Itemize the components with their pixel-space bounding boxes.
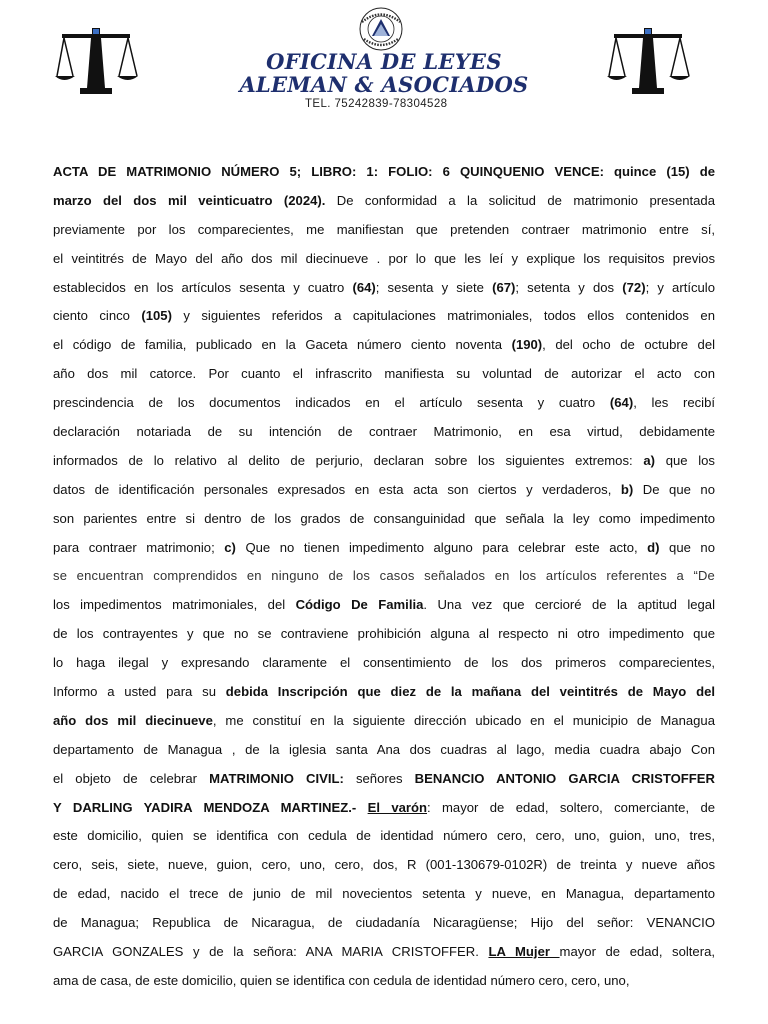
text-run: se encuentran comprendidos en ninguno de los casos señalados en los artículos referentes a “De <box>53 568 715 584</box>
bold-text: (64) <box>609 395 634 411</box>
bold-text: marzo del dos mil veinticuatro (2024). <box>53 192 326 208</box>
document-line <box>53 938 715 967</box>
document-line <box>53 331 715 360</box>
text-run: los impedimentos matrimoniales, del <box>53 597 296 613</box>
text-run: informados de lo relativo al delito de perjurio, declaran sobre los siguientes extremos: <box>53 452 644 468</box>
document-line <box>53 736 715 765</box>
document-line <box>53 909 715 938</box>
text-run: el código de familia, publicado en la Gaceta número ciento noventa <box>53 337 512 353</box>
underlined-label: El varón <box>367 799 428 815</box>
underlined-label: LA Mujer <box>488 944 560 960</box>
bold-text: año dos mil diecinueve <box>53 712 213 728</box>
text-run: el veintitrés de Mayo del año dos mil diecinueve . por lo que les leí y explique los requisitos previos <box>53 250 715 266</box>
document-line <box>53 187 715 216</box>
text-run: señores <box>343 770 415 786</box>
document-line <box>53 447 715 476</box>
document-line <box>53 880 715 909</box>
document-line <box>53 158 715 187</box>
bold-text: (64) <box>352 279 376 295</box>
office-name: OFICINA DE LEYES <box>266 49 502 74</box>
text-run: de los contrayentes y que no se contraviene prohibición alguna al respecto ni otro impedimento que <box>53 626 715 642</box>
text-run: , me constituí en la siguiente dirección ubicado en el municipio de Managua <box>212 712 715 728</box>
text-run: Que no tienen impedimento alguno para celebrar este acto, <box>235 539 648 555</box>
text-run: ama de casa, de este domicilio, quien se identifica con cedula de identidad número cero, cero, uno, <box>53 972 630 988</box>
document-line <box>53 794 715 823</box>
bold-text: (105) <box>141 308 172 324</box>
document-line <box>53 591 715 620</box>
document-line <box>53 851 715 880</box>
nicaragua-coat-of-arms-icon <box>345 6 417 52</box>
bold-text: (67) <box>492 279 516 295</box>
bold-text: ACTA DE MATRIMONIO NÚMERO 5; LIBRO: 1: FOLIO: 6 QUINQUENIO VENCE: quince (15) de <box>53 164 715 179</box>
office-phone: TEL. 75242839-78304528 <box>305 98 448 110</box>
text-run <box>356 800 367 815</box>
document-line <box>53 967 715 996</box>
bold-text: Y DARLING YADIRA MENDOZA MARTINEZ.- <box>53 799 357 815</box>
text-run: Informo a usted para su <box>53 684 226 700</box>
document-line <box>53 649 715 678</box>
text-run: son parientes entre si dentro de los grados de consanguinidad que señala la ley como impedimento <box>53 510 715 526</box>
text-run: De conformidad a la solicitud de matrimonio presentada <box>325 192 715 208</box>
bold-text: MATRIMONIO CIVIL: <box>209 770 344 786</box>
text-run: que no <box>659 539 715 555</box>
document-line <box>53 418 715 447</box>
bold-text: Código De Familia <box>295 597 424 613</box>
text-run: ; sesenta y siete <box>375 279 493 295</box>
text-run: . Una vez que cercioré de la aptitud legal <box>423 597 715 613</box>
bold-text: d) <box>647 539 660 555</box>
document-line <box>53 620 715 649</box>
text-run: y siguientes referidos a capitulaciones matrimoniales, todos ellos contenidos en <box>171 308 715 324</box>
text-run: prescindencia de los documentos indicados en el artículo sesenta y cuatro <box>53 395 610 411</box>
text-run: establecidos en los artículos sesenta y cuatro <box>53 279 353 295</box>
text-run: año dos mil catorce. Por cuanto el infrascrito manifiesta su voluntad de autorizar el acto con <box>53 366 715 382</box>
document-line <box>53 245 715 274</box>
document-line <box>53 822 715 851</box>
text-run: , del ocho de octubre del <box>542 337 716 353</box>
bold-text: (72) <box>622 279 646 295</box>
document-line <box>53 678 715 707</box>
text-run: previamente por los comparecientes, me manifiestan que pretenden contraer matrimonio entre sí, <box>53 221 715 237</box>
document-line <box>53 562 715 591</box>
document-line <box>53 505 715 534</box>
bold-text: a) <box>643 452 655 468</box>
document-line <box>53 707 715 736</box>
document-line <box>53 476 715 505</box>
text-run: departamento de Managua , de la iglesia santa Ana dos cuadras al lago, media cuadra abajo Con <box>53 741 715 757</box>
document-line <box>53 360 715 389</box>
document-line <box>53 274 715 303</box>
bold-text: b) <box>620 481 634 497</box>
text-run: GARCIA GONZALES y de la señora: ANA MARIA CRISTOFFER. <box>53 944 489 960</box>
text-run: : mayor de edad, soltero, comerciante, de <box>427 799 716 815</box>
document-line <box>53 302 715 331</box>
text-run: ciento cinco <box>53 308 142 324</box>
bold-text: (190) <box>511 337 543 353</box>
bold-text: debida Inscripción que diez de la mañana del veintitrés de Mayo del <box>225 684 715 700</box>
text-run: cero, seis, siete, nueve, guion, cero, uno, cero, dos, R (001-130679-0102R) de treinta y nueve años <box>53 857 715 873</box>
document-line <box>53 216 715 245</box>
text-run: declaración notariada de su intención de contraer Matrimonio, en esa virtud, debidamente <box>53 424 715 440</box>
text-run: este domicilio, quien se identifica con cedula de identidad número cero, cero, uno, guion, uno, tres, <box>53 828 715 844</box>
text-run: , les recibí <box>633 395 715 411</box>
text-run: ; y artículo <box>645 279 715 295</box>
bold-text: c) <box>224 539 236 555</box>
document-line <box>53 389 715 418</box>
text-run: lo haga ilegal y expresando claramente el consentimiento de los dos primeros comparecientes, <box>53 655 715 671</box>
text-run: mayor de edad, soltera, <box>559 944 715 960</box>
text-run: de Managua; Republica de Nicaragua, de ciudadanía Nicaragüense; Hijo del señor: VENANCIO <box>53 915 715 931</box>
document-line <box>53 534 715 563</box>
office-firm-name: ALEMAN & ASOCIADOS <box>239 72 529 97</box>
text-run: ; setenta y dos <box>515 279 623 295</box>
scales-of-justice-icon <box>606 26 690 96</box>
text-run: de edad, nacido el trece de junio de mil novecientos setenta y nueve, en Managua, departamento <box>53 886 715 902</box>
bold-text: BENANCIO ANTONIO GARCIA CRISTOFFER <box>414 770 715 786</box>
text-run: datos de identificación personales expresados en esta acta son ciertos y verdaderos, <box>53 481 621 497</box>
text-run: para contraer matrimonio; <box>53 539 225 555</box>
text-run: el objeto de celebrar <box>53 770 210 786</box>
text-run: De que no <box>633 481 715 497</box>
marriage-act-body <box>53 158 715 996</box>
text-run: que los <box>655 452 715 468</box>
document-line <box>53 765 715 794</box>
